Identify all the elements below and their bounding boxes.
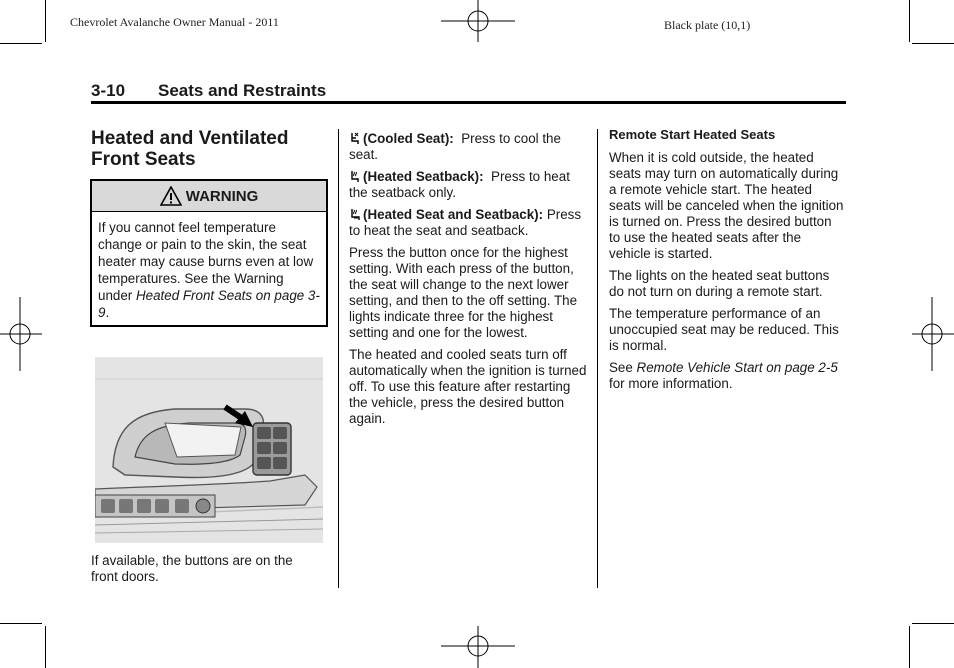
cross-reference-link[interactable]: Remote Vehicle Start on page 2-5 bbox=[636, 360, 838, 375]
crop-mark bbox=[909, 0, 910, 42]
column-divider bbox=[597, 129, 598, 588]
paragraph: The heated and cooled seats turn off automatically when the ignition is turned off. To use this feature after restarting the vehicle, press the desired button again. bbox=[349, 347, 587, 426]
paragraph: When it is cold outside, the heated seats may turn on automatically during a remote vehicle start. The heated seats will be canceled when the ignition is turned on. Press the desired button to use the heated seats after the vehicle is started. bbox=[609, 150, 844, 261]
page-title-line: Front Seats bbox=[91, 149, 196, 170]
header-manual-title: Chevrolet Avalanche Owner Manual - 2011 bbox=[70, 15, 279, 29]
warning-tail: . bbox=[105, 305, 110, 320]
section-name: Seats and Restraints bbox=[158, 81, 327, 100]
header-plate: Black plate (10,1) bbox=[664, 18, 751, 32]
registration-mark-left bbox=[0, 297, 42, 371]
registration-mark-bottom bbox=[441, 624, 515, 668]
figure-caption: If available, the buttons are on the front doors. bbox=[91, 553, 293, 584]
list-item bbox=[349, 207, 587, 239]
paragraph: The temperature performance of an unoccupied seat may be reduced. This is normal. bbox=[609, 306, 839, 353]
cooled-seat-icon bbox=[349, 132, 360, 145]
subheading: Remote Start Heated Seats bbox=[609, 127, 776, 142]
crop-mark bbox=[0, 43, 42, 44]
warning-header bbox=[92, 181, 326, 212]
registration-mark-top bbox=[441, 0, 515, 44]
crop-mark bbox=[45, 0, 46, 42]
crop-mark bbox=[912, 43, 954, 44]
door-panel-illustration bbox=[95, 357, 323, 543]
item-text: Press to cool the seat. bbox=[349, 131, 561, 162]
warning-text bbox=[92, 212, 326, 327]
paragraph bbox=[609, 360, 845, 392]
section-number: 3-10 bbox=[91, 81, 126, 100]
item-label: (Cooled Seat): bbox=[363, 131, 454, 146]
heated-seatback-icon bbox=[349, 170, 360, 183]
list-item bbox=[349, 169, 587, 201]
warning-link[interactable]: Heated Front Seats on page 3-9 bbox=[98, 288, 320, 320]
item-label: (Heated Seatback): bbox=[363, 169, 484, 184]
item-text: Press to heat the seat and seatback. bbox=[349, 207, 582, 238]
page-title-line: Heated and Ventilated bbox=[91, 128, 289, 149]
see-text: See bbox=[609, 360, 637, 375]
section-rule bbox=[91, 101, 846, 104]
warning-body: If you cannot feel temperature change or pain to the skin, the seat heater may cause burns even at low temperatures. See the Warning under bbox=[98, 220, 314, 303]
crop-mark bbox=[0, 623, 42, 624]
crop-mark bbox=[45, 626, 46, 668]
registration-mark-right bbox=[912, 297, 954, 371]
heated-seat-and-seatback-icon bbox=[349, 208, 360, 221]
item-label: (Heated Seat and Seatback): bbox=[363, 207, 544, 222]
page-title bbox=[91, 128, 331, 170]
warning-triangle-icon bbox=[160, 186, 182, 206]
warning-label: WARNING bbox=[185, 187, 259, 205]
column-divider bbox=[338, 129, 339, 588]
warning-box bbox=[90, 179, 328, 327]
paragraph: Press the button once for the highest setting. With each press of the button, the seat will change to the next lower setting, and then to the off setting. The lights indicate three for the highest setting and one for the lowest. bbox=[349, 245, 578, 340]
see-tail: for more information. bbox=[609, 376, 733, 391]
paragraph: The lights on the heated seat buttons do not turn on during a remote start. bbox=[609, 268, 830, 299]
item-text: Press to heat the seatback only. bbox=[349, 169, 570, 200]
column-3 bbox=[609, 127, 845, 398]
crop-mark bbox=[912, 623, 954, 624]
column-2 bbox=[349, 131, 587, 433]
list-item bbox=[349, 131, 587, 163]
crop-mark bbox=[909, 626, 910, 668]
